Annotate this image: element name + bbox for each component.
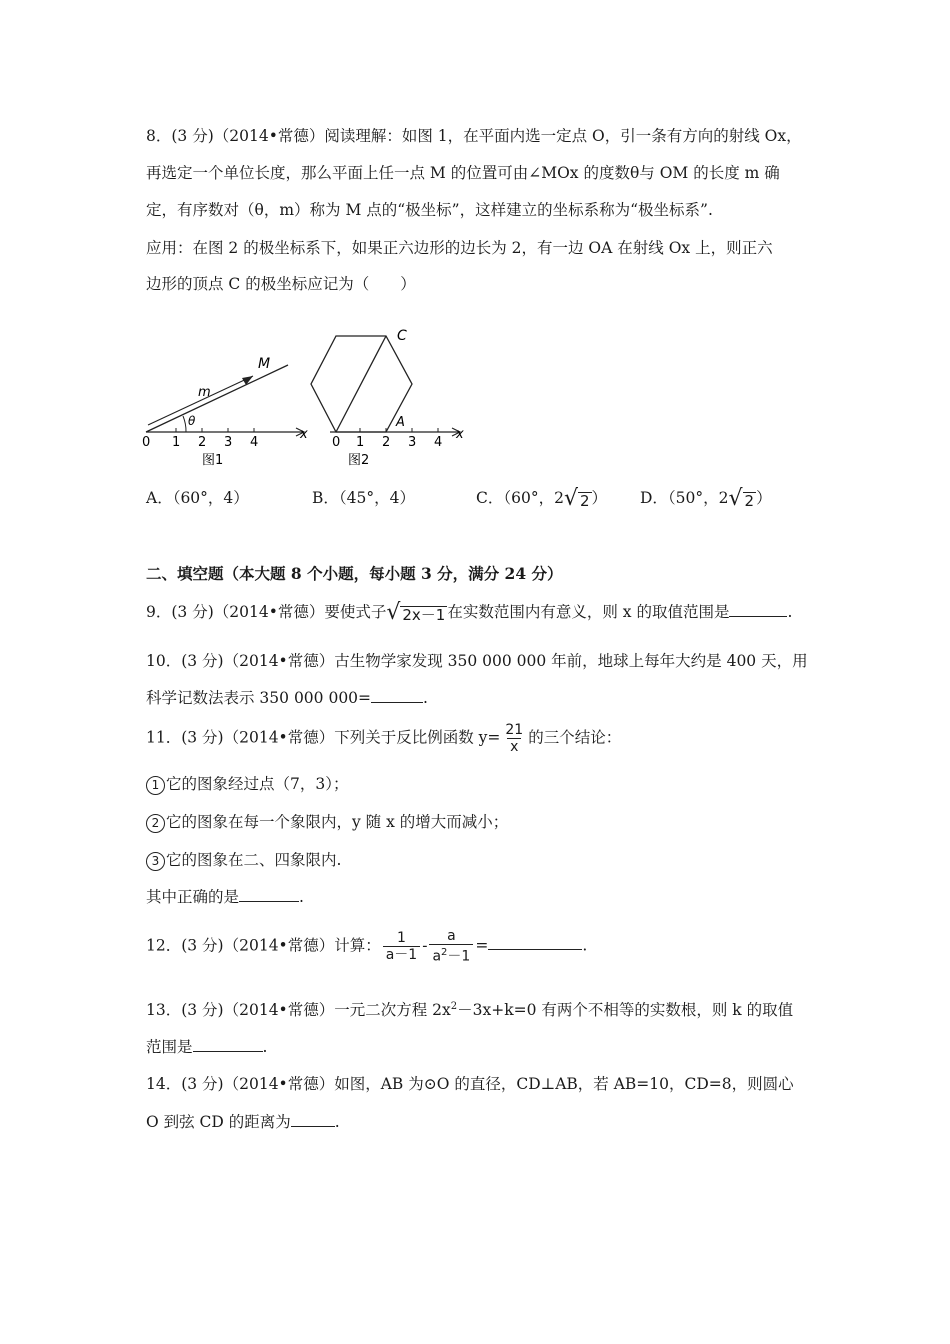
ray-om [146,365,288,432]
sqrt-2: √ 2 [728,486,755,511]
tick-3: 3 [408,435,417,450]
answer-blank [729,602,787,617]
q9: 9．(3 分)（2014•常德）要使式子 √ 2x－1 在实数范围内有意义，则 x 的取值范围是 . [146,600,793,625]
q8-line-3: 定，有序数对（θ，m）称为 M 点的“极坐标”，这样建立的坐标系称为“极坐标系”. [146,201,713,219]
q10-line-2: 科学记数法表示 350 000 000= . [146,689,428,707]
tick-4: 4 [434,435,443,450]
axis-x-label: x [300,427,308,442]
q8-line-4: 应用：在图 2 的极坐标系下，如果正六边形的边长为 2，有一边 OA 在射线 Ox 上，则正六 [146,239,773,257]
vertex-c-label: C [397,328,407,344]
circled-number-2: 2 [146,814,165,833]
q13-line-1: 13．(3 分)（2014•常德）一元二次方程 $2x^2-3x+k=0$ 有两个不相等的实数根，则 k 的取值 [146,1000,794,1019]
q12: 12．(3 分)（2014•常德）计算： $\frac{1}{a-1}$ - $\frac{a}{a^2-1}$ = . [146,928,588,965]
fraction-21-over-x: $\frac{21}{x}$ [505,722,524,755]
option-b: B．（45°，4） [312,489,415,507]
q10-line-1: 10．(3 分)（2014•常德）古生物学家发现 350 000 000 年前，地球上每年大约是 400 天，用 [146,652,808,670]
tick-4: 4 [250,435,259,450]
answer-blank [371,688,423,703]
tick-1: 1 [356,435,365,450]
q13-line-2: 范围是 . [146,1038,268,1056]
figure-1-caption: 图1 [202,453,224,468]
sqrt-expression: √ 2x－1 [386,600,446,625]
tick-1: 1 [172,435,181,450]
point-m-label: M [258,356,271,372]
option-d: D．（50°，2 √ 2 ） [640,486,772,511]
option-a: A．（60°，4） [146,489,249,507]
answer-blank [291,1112,335,1127]
tick-3: 3 [224,435,233,450]
section-2-title: 二、填空题（本大题 8 个小题，每小题 3 分，满分 24 分） [146,564,563,583]
segment-m [148,376,253,425]
axis-x-label: x [456,427,464,442]
tick-0: 0 [142,435,151,450]
q11-item-1: 1 它的图象经过点（7，3）； [146,772,348,795]
q8-line-2: 再选定一个单位长度，那么平面上任一点 M 的位置可由∠MOx 的度数θ与 OM 的长度 m 确 [146,164,780,182]
tick-0: 0 [332,435,341,450]
fraction-1-over-a-minus-1: $\frac{1}{a-1}$ [383,930,421,963]
vertex-a-label: A [396,415,405,430]
q11: 11．(3 分)（2014•常德）下列关于反比例函数 y= $\frac{21}{x}$ 的三个结论： [146,722,622,755]
figure-1 [138,340,318,470]
diagonal-oc [336,336,386,432]
answer-blank [193,1037,263,1052]
circled-number-1: 1 [146,776,165,795]
option-c: C．（60°，2 √ 2 ） [476,486,608,511]
answer-blank [488,935,582,950]
sqrt-2: √ 2 [563,486,590,511]
q8-line-1: 8．(3 分)（2014•常德）阅读理解：如图 1，在平面内选一定点 O，引一条有方向的射线 Ox， [146,127,802,145]
figure-2-caption: 图2 [348,453,370,468]
q11-item-2: 2 它的图象在每一个象限内，y 随 x 的增大而减小； [146,810,508,833]
angle-theta-label: θ [188,414,196,428]
q11-closing: 其中正确的是 . [146,888,304,906]
q14-line-2: O 到弦 CD 的距离为 . [146,1113,340,1131]
tick-2: 2 [382,435,391,450]
q11-item-3: 3 它的图象在二、四象限内. [146,848,341,871]
figure-2 [300,318,470,470]
length-m-label: m [198,385,211,400]
circled-number-3: 3 [146,852,165,871]
answer-blank [239,887,299,902]
q8-line-5: 边形的顶点 C 的极坐标应记为（ ） [146,275,416,293]
q14-line-1: 14．(3 分)（2014•常德）如图，AB 为⊙O 的直径，CD⊥AB，若 AB=10，CD=8，则圆心 [146,1075,794,1093]
fraction-a-over-a2-minus-1: $\frac{a}{a^2-1}$ [429,928,473,965]
tick-2: 2 [198,435,207,450]
